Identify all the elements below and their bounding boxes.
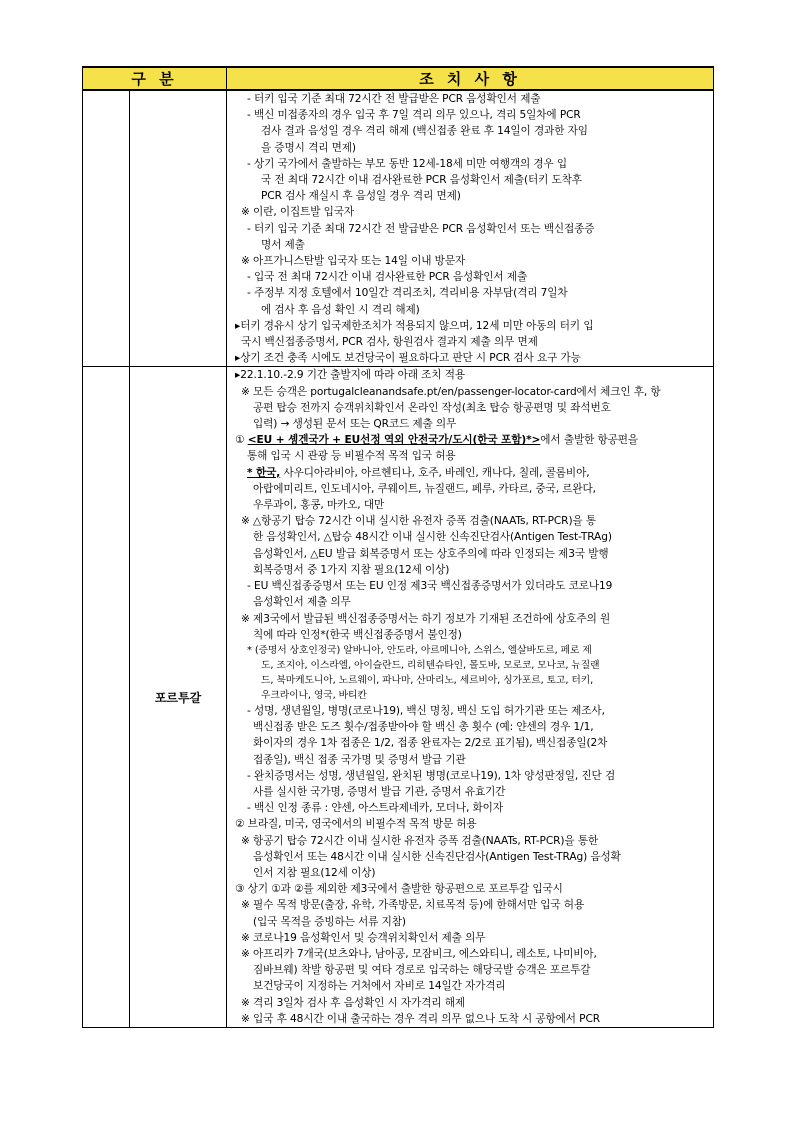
text-line: ③ 상기 ①과 ②를 제외한 제3국에서 출발한 항공편으로 포르투갈 입국시	[235, 883, 563, 896]
text-line: 인서 지참 필요(12세 이상)	[253, 866, 376, 879]
text-line: 음성확인서 제출 의무	[253, 596, 351, 609]
text-line: * (증명서 상호인정국) 알바니아, 안도라, 아르메니아, 스위스, 엘살바도르, 페로 제	[247, 644, 592, 656]
text-line: 음성확인서, △EU 발급 회복증명서 또는 상호주의에 따라 인정되는 제3국 발행	[253, 547, 609, 560]
text-line: 칙에 따라 인정*(한국 백신접종증명서 불인정)	[253, 628, 462, 641]
text-line: ※ 아프리카 7개국(보츠와나, 남아공, 모잠비크, 에스와티니, 레소토, 나미비아,	[241, 947, 597, 960]
text-line: - 백신 인정 종류 : 얀센, 아스트라제네카, 모더나, 화이자	[247, 802, 503, 815]
text-line: ※ 이란, 이집트발 입국자	[241, 206, 355, 219]
text-line: 에 검사 후 음성 확인 시 격리 해제)	[261, 303, 420, 316]
region-cell	[83, 367, 130, 1028]
country-cell-turkey	[130, 90, 227, 367]
region-cell	[83, 90, 130, 367]
text-line: - 완치증명서는 성명, 생년월일, 완치된 병명(코로나19), 1차 양성판정일, 진단 검	[247, 769, 616, 782]
text-line: - 상기 국가에서 출발하는 부모 동반 12세-18세 미만 여행객의 경우 입	[247, 157, 568, 170]
text-line: 명서 제출	[261, 238, 305, 251]
text-line: 국시 백신접종증명서, PCR 검사, 항원검사 결과지 제출 의무 면제	[241, 336, 538, 349]
text-line: 한 음성확인서, △탑승 48시간 이내 실시한 신속진단검사(Antigen Test-TRAg)	[253, 531, 612, 544]
text-line	[231, 432, 709, 448]
text-line: 드, 북마케도니아, 노르웨이, 파나마, 산마리노, 세르비아, 싱가포르, 토고, 터키,	[261, 674, 594, 686]
text-line: 을 증명시 격리 면제)	[261, 141, 356, 154]
measures-table	[82, 66, 714, 1028]
text-line: ※ 필수 목적 방문(출장, 유학, 가족방문, 치료목적 등)에 한해서만 입국 허용	[241, 899, 585, 912]
text-line: - 주정부 지정 호텔에서 10일간 격리조치, 격리비용 자부담(격리 7일차	[247, 287, 568, 300]
portugal-measures	[227, 367, 714, 1028]
text-line: 우루과이, 홍콩, 마카오, 대만	[253, 499, 385, 512]
text-line: 접종일), 백신 접종 국가명 및 증명서 발급 기관	[253, 753, 466, 766]
text-line: ※ 아프가니스탄발 입국자 또는 14일 이내 방문자	[241, 255, 466, 268]
text-line: 통해 입국 시 관광 등 비필수적 목적 입국 허용	[247, 450, 456, 463]
header-measures: 조 치 사 항	[227, 67, 714, 90]
text-line: ※ 격리 3일차 검사 후 음성확인 시 자가격리 해제	[241, 996, 465, 1009]
text-line: 화이자의 경우 1차 접종은 1/2, 접종 완료자는 2/2로 표기됨), 백신접종일(2차	[253, 737, 608, 750]
text-line: 공편 탑승 전까지 승객위치확인서 온라인 작성(최초 탑승 항공편명 및 좌석번호	[253, 401, 611, 414]
safe-countries-heading: <EU + 솅겐국가 + EU선정 역외 안전국가/도시(한국 포함)*>	[247, 434, 541, 447]
turkey-measures	[227, 90, 714, 367]
text-line: (입국 목적을 증빙하는 서류 지참)	[253, 915, 406, 928]
text-line: - 입국 전 최대 72시간 이내 검사완료한 PCR 음성확인서 제출	[247, 271, 528, 284]
table-row-portugal	[83, 367, 714, 1028]
text-line: PCR 검사 재실시 후 음성일 경우 격리 면제)	[261, 190, 461, 203]
text-line: - EU 백신접종증명서 또는 EU 인정 제3국 백신접종증명서가 있더라도 코로나19	[247, 580, 613, 593]
header-category: 구 분	[83, 67, 227, 90]
text-span: 사우디아라비아, 아르헨티나, 호주, 바레인, 캐나다, 칠레, 콜롬비아,	[280, 466, 590, 479]
text-line: ② 브라질, 미국, 영국에서의 비필수적 목적 방문 허용	[235, 818, 477, 831]
text-line: ▸22.1.10.-2.9 기간 출발지에 따라 아래 조치 적용	[235, 369, 465, 382]
text-line: 국 전 최대 72시간 이내 검사완료한 PCR 음성확인서 제출(터키 도착후	[261, 174, 582, 187]
country-cell-portugal: 포르투갈	[130, 367, 227, 1028]
text-span: 에서 출발한 항공편을	[540, 434, 639, 447]
text-line: ▸터키 경유시 상기 입국제한조치가 적용되지 않으며, 12세 미만 아동의 터키 입	[235, 319, 594, 332]
text-line: - 터키 입국 기준 최대 72시간 전 발급받은 PCR 음성확인서 또는 백신접종증	[247, 222, 595, 235]
korea-label: * 한국,	[247, 466, 281, 479]
text-line: ※ 입국 후 48시간 이내 출국하는 경우 격리 의무 없으나 도착 시 공항에서 PCR	[241, 1012, 600, 1025]
circled-number: ①	[235, 434, 248, 447]
text-line	[231, 465, 709, 481]
table-row-turkey	[83, 90, 714, 367]
text-line: - 터키 입국 기준 최대 72시간 전 발급받은 PCR 음성확인서 제출	[247, 93, 541, 105]
text-line: 음성확인서 또는 48시간 이내 실시한 신속진단검사(Antigen Test-TRAg) 음성확	[253, 850, 621, 863]
text-line: ▸상기 조건 충족 시에도 보건당국이 필요하다고 판단 시 PCR 검사 요구 가능	[235, 352, 581, 365]
text-line: ※ 제3국에서 발급된 백신접종증명서는 하기 정보가 기재된 조건하에 상호주의 원	[241, 612, 611, 625]
text-line: ※ 코로나19 음성확인서 및 승객위치확인서 제출 의무	[241, 931, 486, 944]
text-line: 보건당국이 지정하는 거처에서 자비로 14일간 자가격리	[253, 980, 506, 993]
text-line: 우크라이나, 영국, 바티칸	[261, 689, 367, 701]
text-line: 짐바브웨) 착발 항공편 및 여타 경로로 입국하는 해당국발 승객은 포르투갈	[253, 964, 591, 977]
text-line: ※ 모든 승객은 portugalcleanandsafe.pt/en/passenger-locator-card에서 체크인 후, 항	[241, 385, 661, 398]
text-line: ※ △항공기 탑승 72시간 이내 실시한 유전자 증폭 검출(NAATs, RT-PCR)을 통	[241, 515, 597, 528]
text-line: 백신접종 받은 도즈 횟수/접종받아야 할 백신 총 횟수 (예: 얀센의 경우 1/1,	[253, 721, 594, 734]
text-line: 사를 실시한 국가명, 증명서 발급 기관, 증명서 유효기간	[253, 785, 506, 798]
text-line: 검사 결과 음성일 경우 격리 해제 (백신접종 완료 후 14일이 경과한 자임	[261, 125, 588, 138]
text-line: 도, 조지아, 이스라엘, 아이슬란드, 리히텐슈타인, 몰도바, 모로코, 모나코, 뉴질랜	[261, 659, 600, 671]
text-line: - 성명, 생년월일, 병명(코로나19), 백신 명칭, 백신 도입 허가기관 또는 제조사,	[247, 704, 605, 717]
table-header-row	[83, 67, 714, 90]
text-line: - 백신 미접종자의 경우 입국 후 7일 격리 의무 있으나, 격리 5일차에 PCR	[247, 109, 581, 122]
text-line: 아랍에미리트, 인도네시아, 쿠웨이트, 뉴질랜드, 페루, 카타르, 중국, 르완다,	[253, 482, 596, 495]
text-line: 회복증명서 중 1가지 지참 필요(12세 이상)	[253, 563, 450, 576]
text-line: ※ 항공기 탑승 72시간 이내 실시한 유전자 증폭 검출(NAATs, RT-PCR)을 통한	[241, 834, 599, 847]
text-line: 입력) → 생성된 문서 또는 QR코드 제출 의무	[253, 418, 457, 431]
